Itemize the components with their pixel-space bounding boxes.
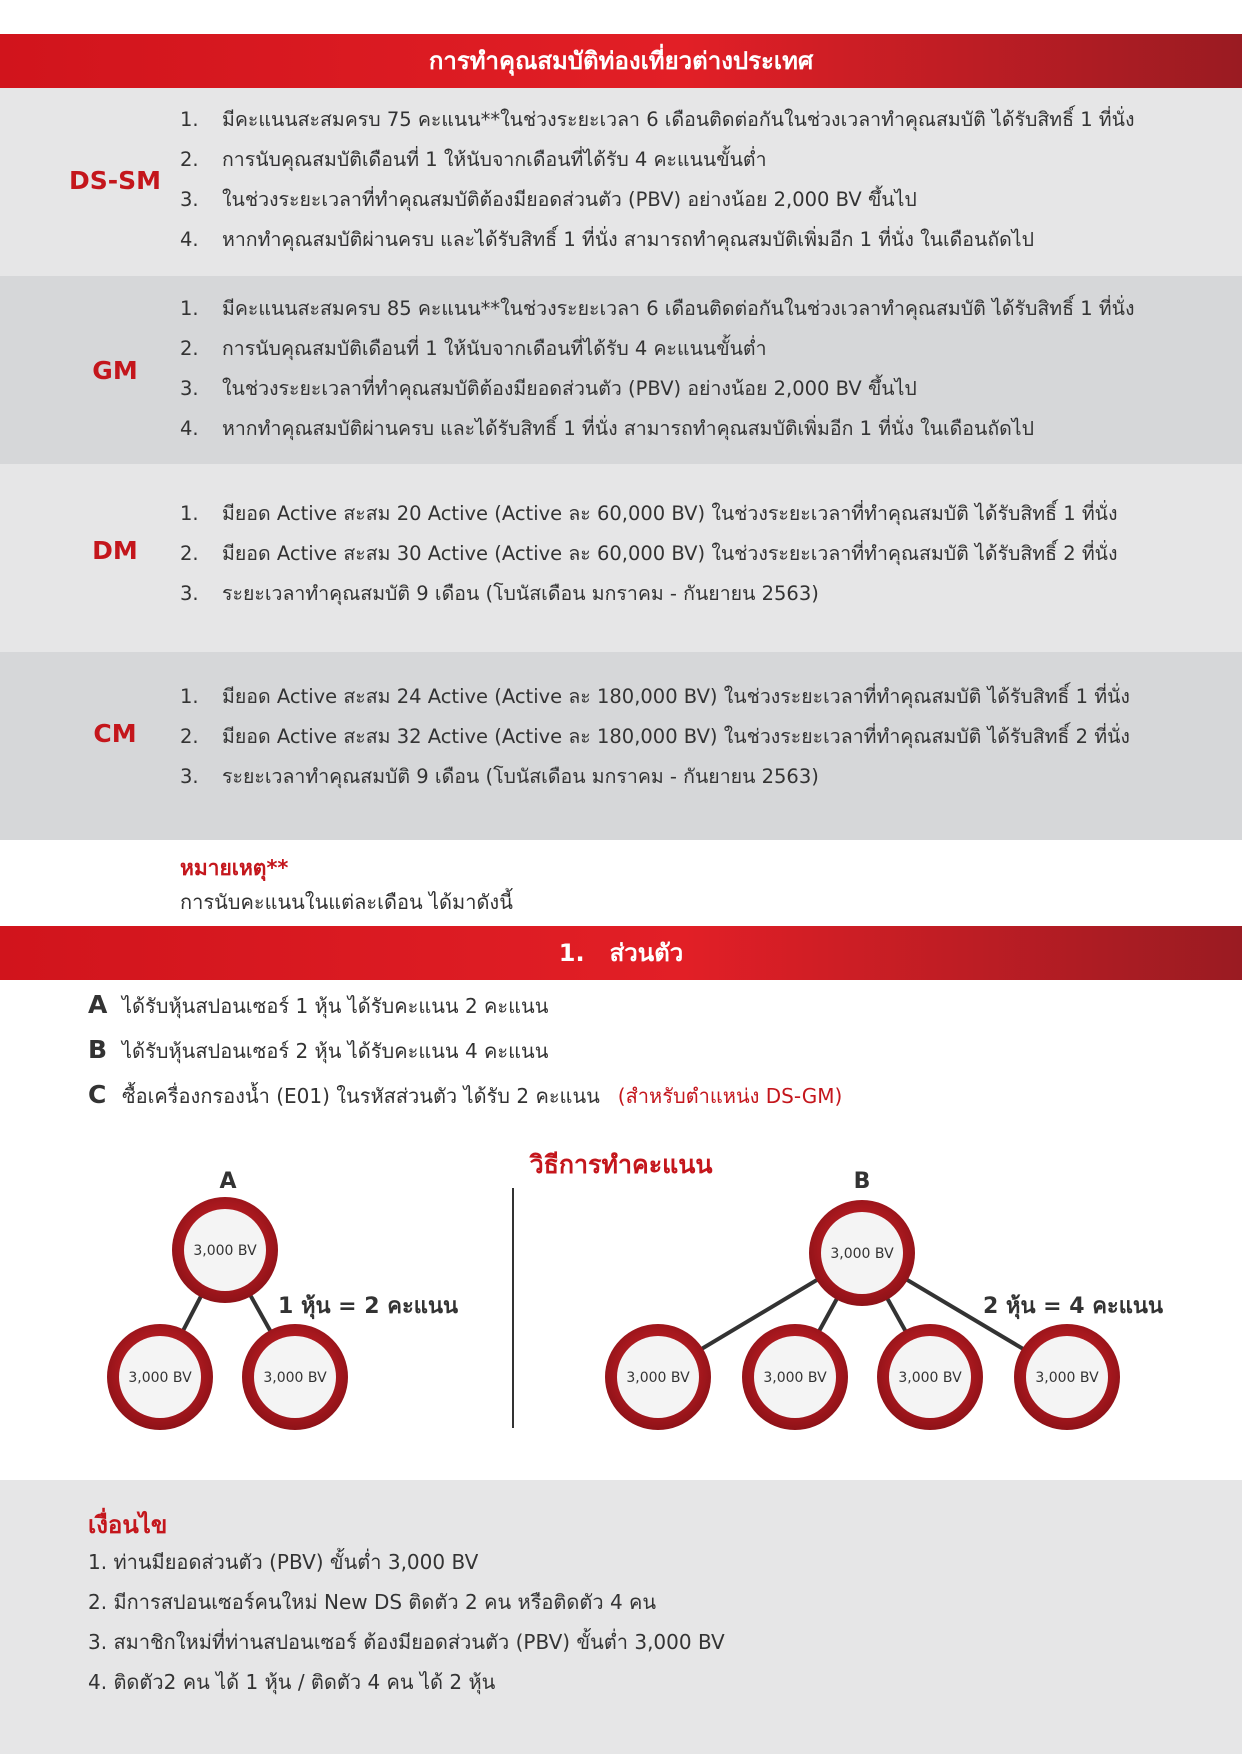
rule-item: 3. ระยะเวลาทำคุณสมบัติ 9 เดือน (โบนัสเดือน มกราคม - กันยายน 2563): [180, 582, 819, 605]
personal-banner-title: 1. ส่วนตัว: [558, 939, 684, 967]
tier-name-cm: CM: [93, 719, 137, 748]
diagram-a-child-node: [107, 1324, 213, 1430]
option-text: ได้รับหุ้นสปอนเซอร์ 1 หุ้น ได้รับคะแนน 2 คะแนน: [122, 994, 549, 1018]
tier-name-gm: GM: [92, 356, 138, 385]
svg-text:3,000 BV: 3,000 BV: [1035, 1370, 1099, 1386]
option-text: ซื้อเครื่องกรองน้ำ (E01) ในรหัสส่วนตัว ได้รับ 2 คะแนน: [122, 1084, 600, 1108]
condition-item: 3. สมาชิกใหม่ที่ท่านสปอนเซอร์ ต้องมียอดส่วนตัว (PBV) ขั้นต่ำ 3,000 BV: [88, 1630, 725, 1654]
rule-item: 2. การนับคุณสมบัติเดือนที่ 1 ให้นับจากเดือนที่ได้รับ 4 คะแนนขั้นต่ำ: [180, 337, 767, 360]
method-title: วิธีการทำคะแนน: [529, 1150, 713, 1179]
diagram-b-child-node: [605, 1324, 711, 1430]
rule-item: 2. มียอด Active สะสม 32 Active (Active ละ 180,000 BV) ในช่วงระยะเวลาที่ทำคุณสมบัติ ได้รับสิทธิ์ 2 ที่นั่ง: [180, 725, 1130, 748]
diagram-b-root-node: [809, 1200, 915, 1306]
diagram-b-shares: 2 หุ้น = 4 คะแนน: [982, 1294, 1163, 1319]
condition-item: 1. ท่านมียอดส่วนตัว (PBV) ขั้นต่ำ 3,000 BV: [88, 1550, 479, 1574]
condition-item: 2. มีการสปอนเซอร์คนใหม่ New DS ติดตัว 2 คน หรือติดตัว 4 คน: [88, 1590, 657, 1614]
rule-item: 4. หากทำคุณสมบัติผ่านครบ และได้รับสิทธิ์ 1 ที่นั่ง สามารถทำคุณสมบัติเพิ่มอีก 1 ที่นั่ง ในเดือนถัดไป: [180, 417, 1034, 440]
svg-text:3,000 BV: 3,000 BV: [626, 1370, 690, 1386]
diagram-a-root-node: [172, 1197, 278, 1303]
rule-item: 2. การนับคุณสมบัติเดือนที่ 1 ให้นับจากเดือนที่ได้รับ 4 คะแนนขั้นต่ำ: [180, 148, 767, 171]
diagram-a-label: A: [219, 1169, 237, 1194]
rule-item: 4. หากทำคุณสมบัติผ่านครบ และได้รับสิทธิ์ 1 ที่นั่ง สามารถทำคุณสมบัติเพิ่มอีก 1 ที่นั่ง ในเดือนถัดไป: [180, 228, 1034, 251]
rule-item: 3. ระยะเวลาทำคุณสมบัติ 9 เดือน (โบนัสเดือน มกราคม - กันยายน 2563): [180, 765, 819, 788]
diagram-a-child-node: [242, 1324, 348, 1430]
option-letter: A: [88, 990, 108, 1019]
option-extra: (สำหรับตำแหน่ง DS-GM): [617, 1084, 843, 1108]
rule-item: 3. ในช่วงระยะเวลาที่ทำคุณสมบัติต้องมียอดส่วนตัว (PBV) อย่างน้อย 2,000 BV ขึ้นไป: [180, 188, 917, 211]
option-letter: B: [88, 1035, 108, 1064]
conditions-title: เงื่อนไข: [88, 1511, 168, 1539]
note-text: การนับคะแนนในแต่ละเดือน ได้มาดังนี้: [180, 890, 513, 914]
condition-item: 4. ติดตัว2 คน ได้ 1 หุ้น / ติดตัว 4 คน ได้ 2 หุ้น: [88, 1670, 496, 1694]
svg-text:3,000 BV: 3,000 BV: [193, 1243, 257, 1259]
option-text: ได้รับหุ้นสปอนเซอร์ 2 หุ้น ได้รับคะแนน 4 คะแนน: [122, 1039, 549, 1063]
svg-text:3,000 BV: 3,000 BV: [830, 1246, 894, 1262]
diagram-a-shares: 1 หุ้น = 2 คะแนน: [278, 1294, 459, 1319]
diagram-b-child-node: [877, 1324, 983, 1430]
tier-name-ds-sm: DS-SM: [68, 166, 162, 195]
rule-item: 3. ในช่วงระยะเวลาที่ทำคุณสมบัติต้องมียอดส่วนตัว (PBV) อย่างน้อย 2,000 BV ขึ้นไป: [180, 377, 917, 400]
header-title: การทำคุณสมบัติท่องเที่ยวต่างประเทศ: [428, 47, 814, 75]
option-letter: C: [88, 1080, 107, 1109]
svg-text:3,000 BV: 3,000 BV: [763, 1370, 827, 1386]
rule-item: 1. มียอด Active สะสม 24 Active (Active ละ 180,000 BV) ในช่วงระยะเวลาที่ทำคุณสมบัติ ได้รับสิทธิ์ 1 ที่นั่ง: [180, 685, 1130, 708]
rule-item: 1. มีคะแนนสะสมครบ 85 คะแนน**ในช่วงระยะเวลา 6 เดือนติดต่อกันในช่วงเวลาทำคุณสมบัติ ได้รับสิทธิ์ 1 ที่นั่ง: [180, 297, 1135, 320]
rule-item: 1. มียอด Active สะสม 20 Active (Active ละ 60,000 BV) ในช่วงระยะเวลาที่ทำคุณสมบัติ ได้รับสิทธิ์ 1 ที่นั่ง: [180, 502, 1118, 525]
tier-name-dm: DM: [92, 536, 138, 565]
svg-text:3,000 BV: 3,000 BV: [128, 1370, 192, 1386]
svg-text:3,000 BV: 3,000 BV: [898, 1370, 962, 1386]
diagram-b-child-node: [742, 1324, 848, 1430]
rule-item: 1. มีคะแนนสะสมครบ 75 คะแนน**ในช่วงระยะเวลา 6 เดือนติดต่อกันในช่วงเวลาทำคุณสมบัติ ได้รับสิทธิ์ 1 ที่นั่ง: [180, 108, 1135, 131]
rule-item: 2. มียอด Active สะสม 30 Active (Active ละ 60,000 BV) ในช่วงระยะเวลาที่ทำคุณสมบัติ ได้รับสิทธิ์ 2 ที่นั่ง: [180, 542, 1118, 565]
diagram-b-label: B: [853, 1169, 871, 1194]
note-title: หมายเหตุ**: [180, 856, 289, 880]
svg-text:3,000 BV: 3,000 BV: [263, 1370, 327, 1386]
diagram-b-child-node: [1014, 1324, 1120, 1430]
conditions-list: [88, 1542, 725, 1702]
